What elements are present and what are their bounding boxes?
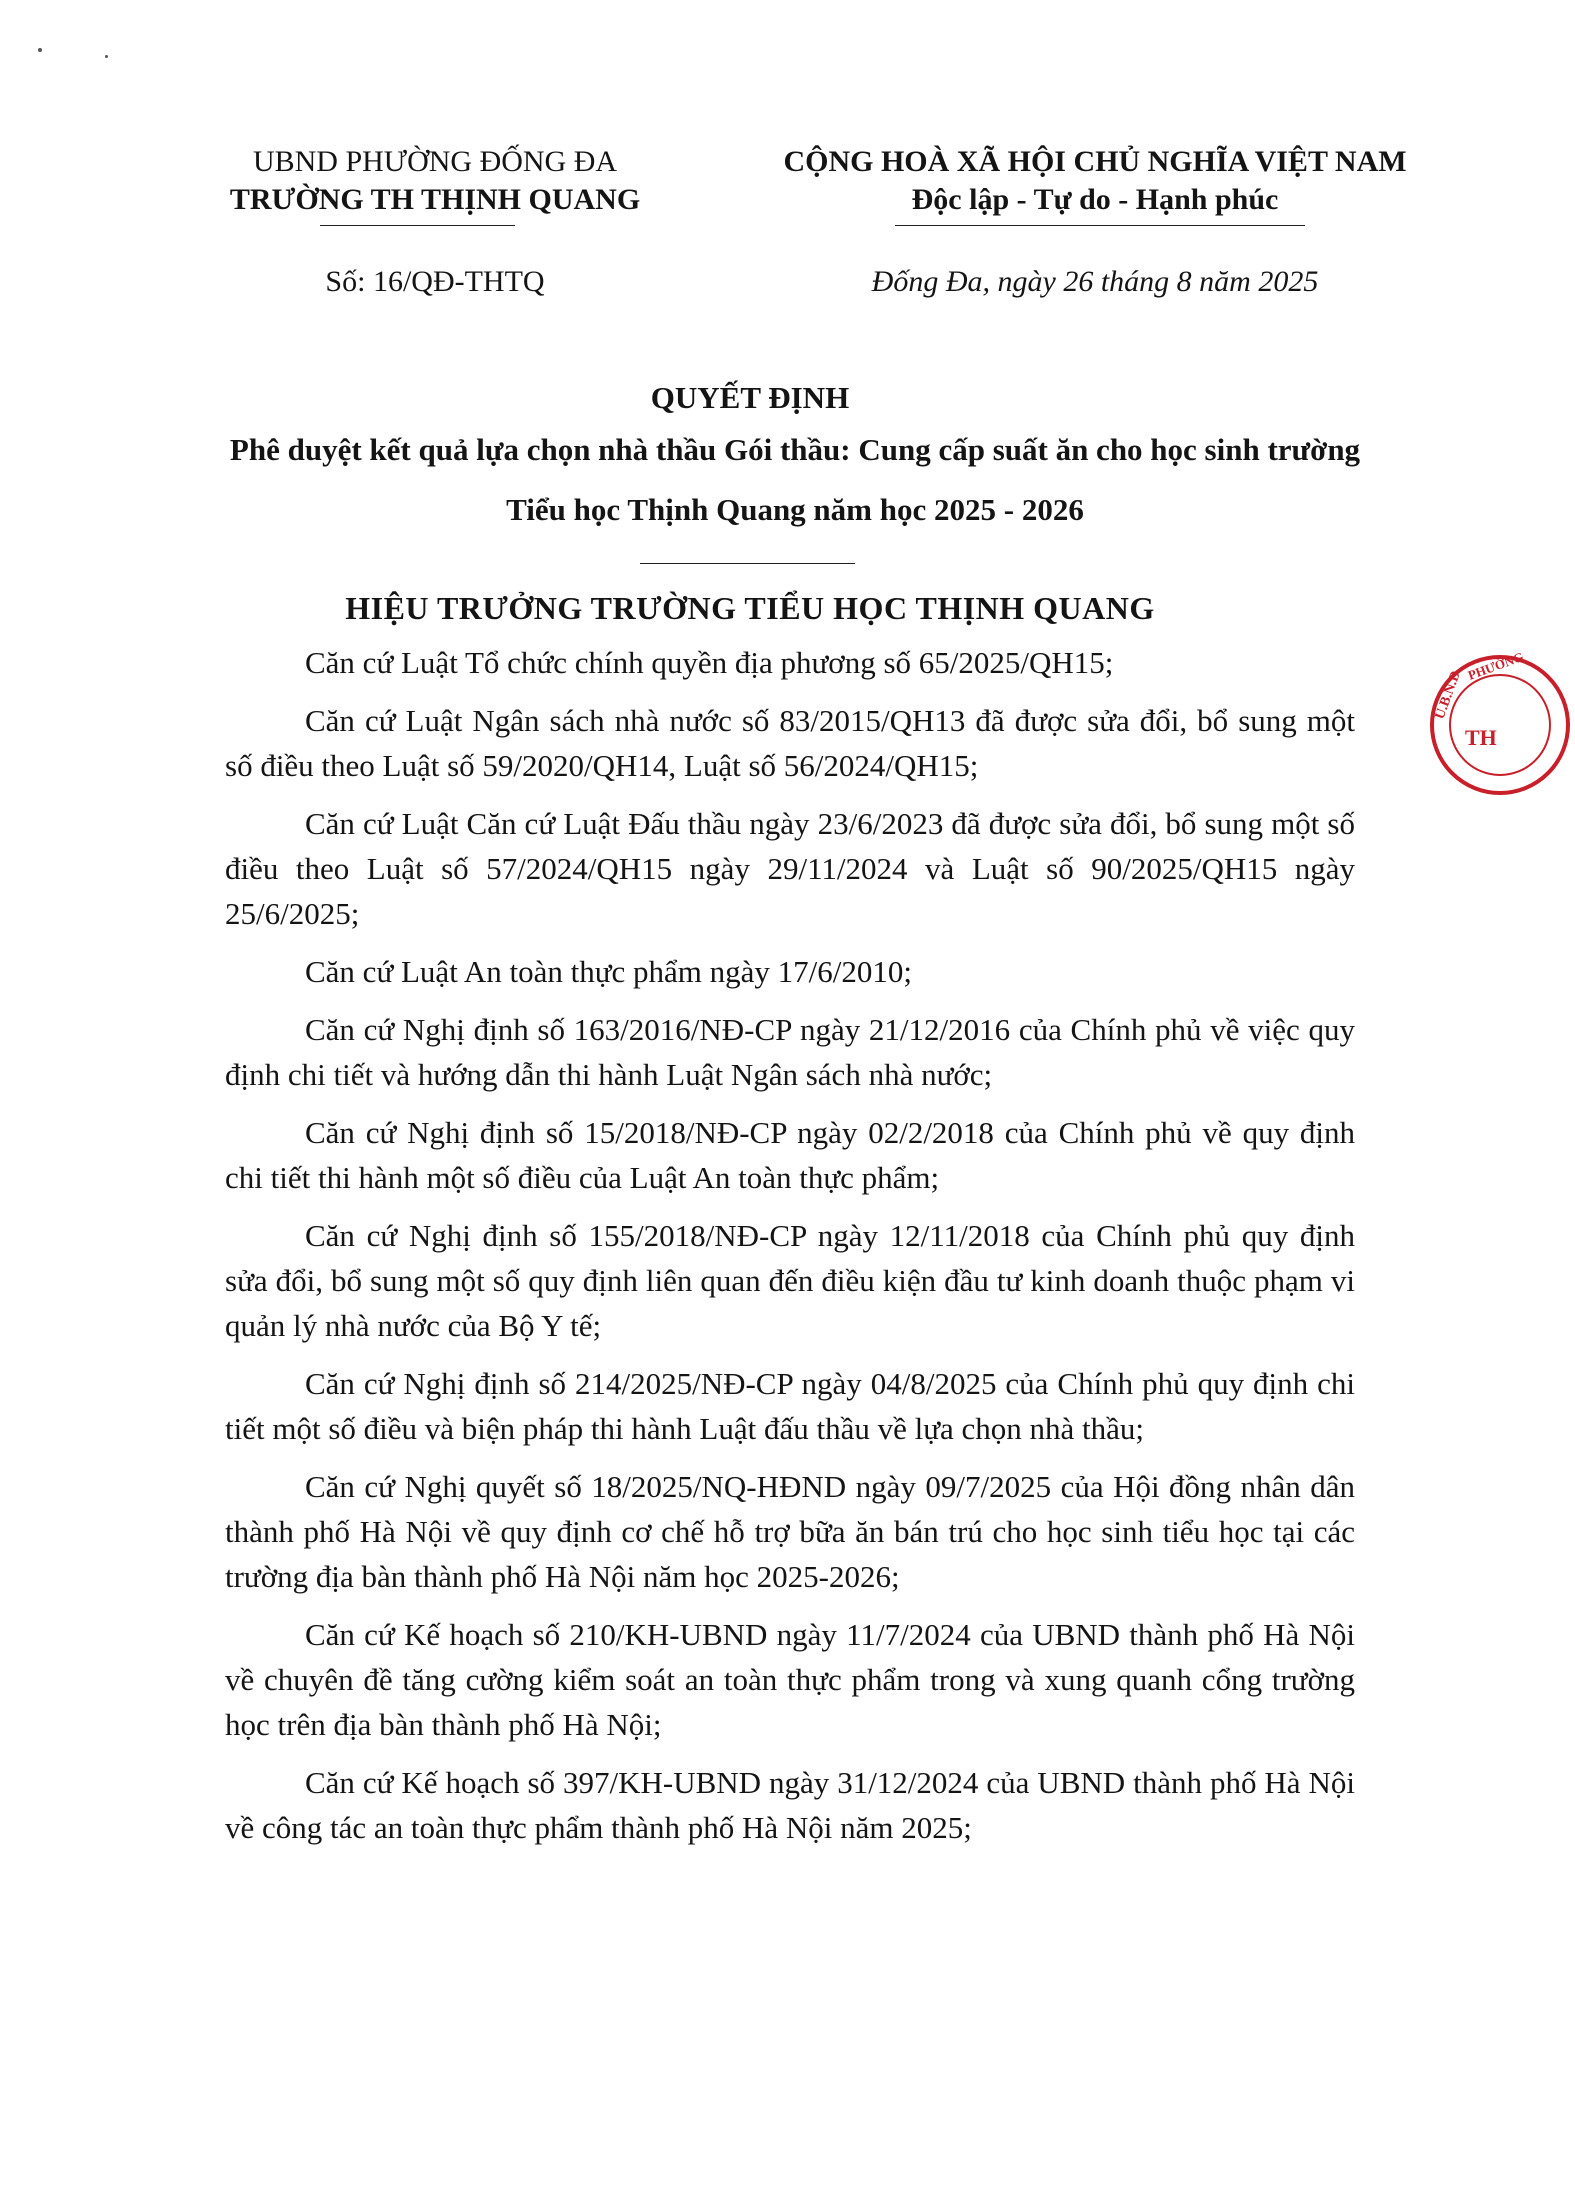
document-subtitle: Phê duyệt kết quả lựa chọn nhà thầu Gói thầu: Cung cấp suất ăn cho học sinh trường Tiểu học Thịnh Quang năm học 2025 - 2026 xyxy=(229,432,1361,527)
legal-basis-paragraph: Căn cứ Nghị quyết số 18/2025/NQ-HĐND ngày 09/7/2025 của Hội đồng nhân dân thành phố Hà Nội về quy định cơ chế hỗ trợ bữa ăn bán trú cho học sinh tiểu học tại các trường địa bàn thành phố Hà Nội năm học 2025-2026; xyxy=(225,1469,1355,1594)
place-and-date: Đống Đa, ngày 26 tháng 8 năm 2025 xyxy=(871,265,1319,298)
legal-basis-paragraph: Căn cứ Nghị định số 163/2016/NĐ-CP ngày 21/12/2016 của Chính phủ về việc quy định chi tiết và hướng dẫn thi hành Luật Ngân sách nhà nước; xyxy=(225,1012,1355,1092)
document-title: QUYẾT ĐỊNH xyxy=(650,380,850,415)
svg-text:PHƯỜNG: PHƯỜNG xyxy=(1465,648,1526,683)
legal-basis-paragraph: Căn cứ Luật Ngân sách nhà nước số 83/2015/QH13 đã được sửa đổi, bổ sung một số điều theo Luật số 59/2020/QH14, Luật số 56/2024/QH15; xyxy=(225,703,1355,783)
scan-speck xyxy=(105,55,108,58)
legal-basis-paragraph: Căn cứ Luật Căn cứ Luật Đấu thầu ngày 23/6/2023 đã được sửa đổi, bổ sung một số điều theo Luật số 57/2024/QH15 ngày 29/11/2024 và Luật số 90/2025/QH15 ngày 25/6/2025; xyxy=(225,806,1355,931)
legal-basis-paragraph: Căn cứ Nghị định số 214/2025/NĐ-CP ngày 04/8/2025 của Chính phủ quy định chi tiết một số điều và biện pháp thi hành Luật đấu thầu về lựa chọn nhà thầu; xyxy=(225,1366,1355,1446)
org-line-1: UBND PHƯỜNG ĐỐNG ĐA xyxy=(252,145,618,178)
scan-speck xyxy=(38,48,42,52)
legal-basis-paragraph: Căn cứ Kế hoạch số 397/KH-UBND ngày 31/12/2024 của UBND thành phố Hà Nội về công tác an toàn thực phẩm thành phố Hà Nội năm 2025; xyxy=(225,1765,1355,1845)
official-seal-stamp xyxy=(1425,650,1575,800)
svg-text:U.B.N.D: U.B.N.D xyxy=(1432,669,1464,722)
national-line-2: Độc lập - Tự do - Hạnh phúc xyxy=(911,183,1279,216)
svg-text:TH: TH xyxy=(1465,725,1497,750)
document-body xyxy=(225,640,1355,1863)
national-motto xyxy=(740,143,1450,219)
authority-heading: HIỆU TRƯỞNG TRƯỜNG TIỂU HỌC THỊNH QUANG xyxy=(345,590,1155,626)
legal-basis-paragraph: Căn cứ Nghị định số 15/2018/NĐ-CP ngày 02/2/2018 của Chính phủ về quy định chi tiết thi hành một số điều của Luật An toàn thực phẩm; xyxy=(225,1115,1355,1195)
legal-basis-paragraph: Căn cứ Luật An toàn thực phẩm ngày 17/6/2010; xyxy=(305,954,912,989)
national-line-1: CỘNG HOÀ XÃ HỘI CHỦ NGHĨA VIỆT NAM xyxy=(783,145,1407,178)
legal-basis-paragraph: Căn cứ Nghị định số 155/2018/NĐ-CP ngày 12/11/2018 của Chính phủ quy định sửa đổi, bổ sung một số quy định liên quan đến điều kiện đầu tư kinh doanh thuộc phạm vi quản lý nhà nước của Bộ Y tế; xyxy=(225,1218,1355,1343)
motto-underline xyxy=(895,225,1305,226)
title-divider xyxy=(640,563,855,564)
legal-basis-paragraph: Căn cứ Kế hoạch số 210/KH-UBND ngày 11/7/2024 của UBND thành phố Hà Nội về chuyên đề tăng cường kiểm soát an toàn thực phẩm trong và xung quanh cổng trường học trên địa bàn thành phố Hà Nội; xyxy=(225,1617,1355,1742)
org-underline xyxy=(320,225,515,226)
legal-basis-paragraph: Căn cứ Luật Tổ chức chính quyền địa phương số 65/2025/QH15; xyxy=(305,645,1114,680)
document-number: Số: 16/QĐ-THTQ xyxy=(325,265,545,298)
issuing-organization xyxy=(170,143,700,219)
org-line-2: TRƯỜNG TH THỊNH QUANG xyxy=(229,183,641,216)
